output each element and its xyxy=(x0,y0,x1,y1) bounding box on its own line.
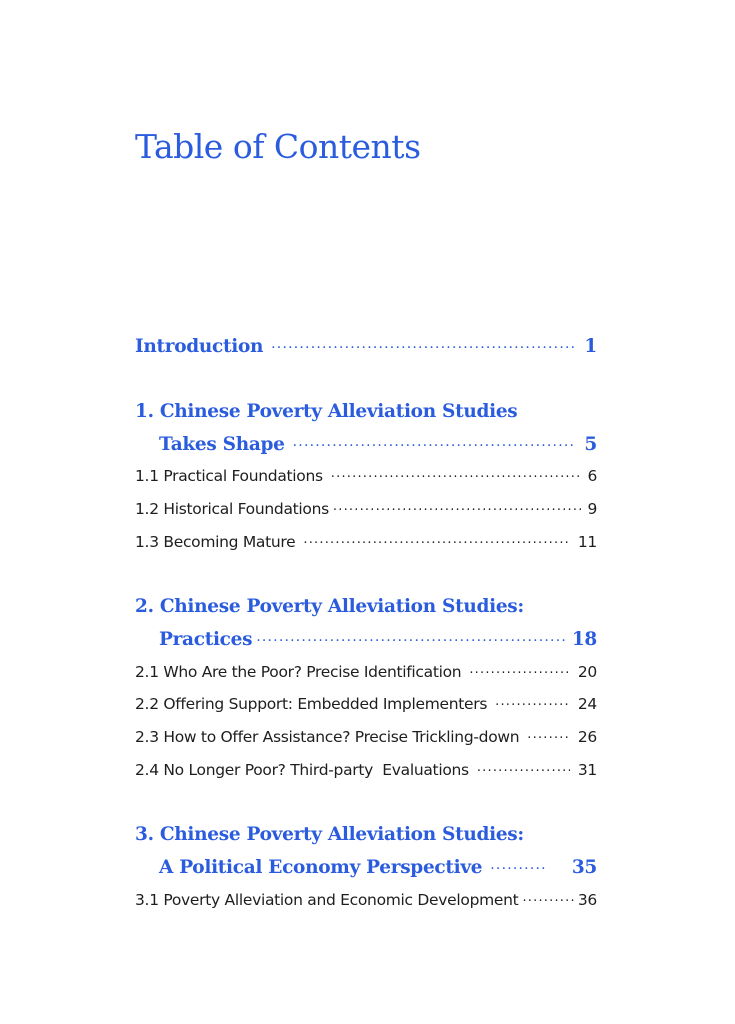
toc-entry-1-1[interactable] xyxy=(135,464,597,490)
toc-entry-title: 2. Chinese Poverty Alleviation Studies: xyxy=(135,596,524,617)
dot-leader xyxy=(271,334,576,362)
dot-leader xyxy=(303,532,569,556)
toc-entry-title: 1. Chinese Poverty Alleviation Studies xyxy=(135,401,518,422)
toc-entry-title: 2.4 No Longer Poor? Third-party Evaluations xyxy=(135,761,469,779)
toc-entry-title: 3. Chinese Poverty Alleviation Studies: xyxy=(135,824,524,845)
toc-page-number: 35 xyxy=(571,857,597,878)
dot-leader xyxy=(256,627,568,655)
toc-entry-chapter-1[interactable] xyxy=(159,431,597,460)
toc-entry-title: 1.2 Historical Foundations xyxy=(135,500,329,518)
dot-leader xyxy=(522,890,573,914)
toc-page-number: 9 xyxy=(587,500,597,518)
dot-leader xyxy=(293,432,577,460)
toc-entry-chapter-3[interactable] xyxy=(159,854,597,883)
dot-leader xyxy=(527,727,570,751)
toc-page-number: 36 xyxy=(577,891,597,909)
dot-leader xyxy=(469,662,570,686)
toc-chapter-2-heading[interactable] xyxy=(135,593,597,621)
toc-entry-2-4[interactable] xyxy=(135,758,597,784)
toc-entry-title-continued: Takes Shape xyxy=(159,434,285,455)
toc-entry-title: 2.2 Offering Support: Embedded Implementers xyxy=(135,695,488,713)
toc-page-number: 31 xyxy=(577,761,597,779)
toc-page-number: 6 xyxy=(587,467,597,485)
toc-page-number: 1 xyxy=(584,336,597,357)
toc-entry-introduction[interactable] xyxy=(135,333,597,362)
toc-page-number: 5 xyxy=(584,434,597,455)
dot-leader xyxy=(490,855,548,883)
dot-leader xyxy=(333,499,584,523)
toc-page-number: 20 xyxy=(577,663,597,681)
toc-page-number: 26 xyxy=(577,728,597,746)
toc-chapter-1-heading[interactable] xyxy=(135,398,597,426)
toc-entry-2-2[interactable] xyxy=(135,692,597,718)
toc-entry-1-3[interactable] xyxy=(135,530,597,556)
toc-entry-2-1[interactable] xyxy=(135,660,597,686)
toc-page-number: 24 xyxy=(577,695,597,713)
toc-entry-title-continued: A Political Economy Perspective xyxy=(159,857,483,878)
toc-entry-title: 2.1 Who Are the Poor? Precise Identification xyxy=(135,663,462,681)
toc-chapter-3-heading[interactable] xyxy=(135,821,597,849)
dot-leader xyxy=(331,466,580,490)
toc-entry-chapter-2[interactable] xyxy=(159,626,597,655)
toc-page-number: 18 xyxy=(571,629,597,650)
toc-entry-title: 1.1 Practical Foundations xyxy=(135,467,323,485)
toc-entry-1-2[interactable] xyxy=(135,497,597,523)
toc-entry-3-1[interactable] xyxy=(135,888,597,914)
toc-entry-title: 1.3 Becoming Mature xyxy=(135,533,296,551)
toc-entry-title: 2.3 How to Offer Assistance? Precise Trickling-down xyxy=(135,728,520,746)
toc-entry-title: Introduction xyxy=(135,336,264,357)
toc-entry-title-continued: Practices xyxy=(159,629,253,650)
toc-page-number: 11 xyxy=(577,533,597,551)
toc-entry-title: 3.1 Poverty Alleviation and Economic Development xyxy=(135,891,519,909)
dot-leader xyxy=(495,694,570,718)
page-title: Table of Contents xyxy=(135,127,421,166)
dot-leader xyxy=(477,760,570,784)
toc-entry-2-3[interactable] xyxy=(135,725,597,751)
